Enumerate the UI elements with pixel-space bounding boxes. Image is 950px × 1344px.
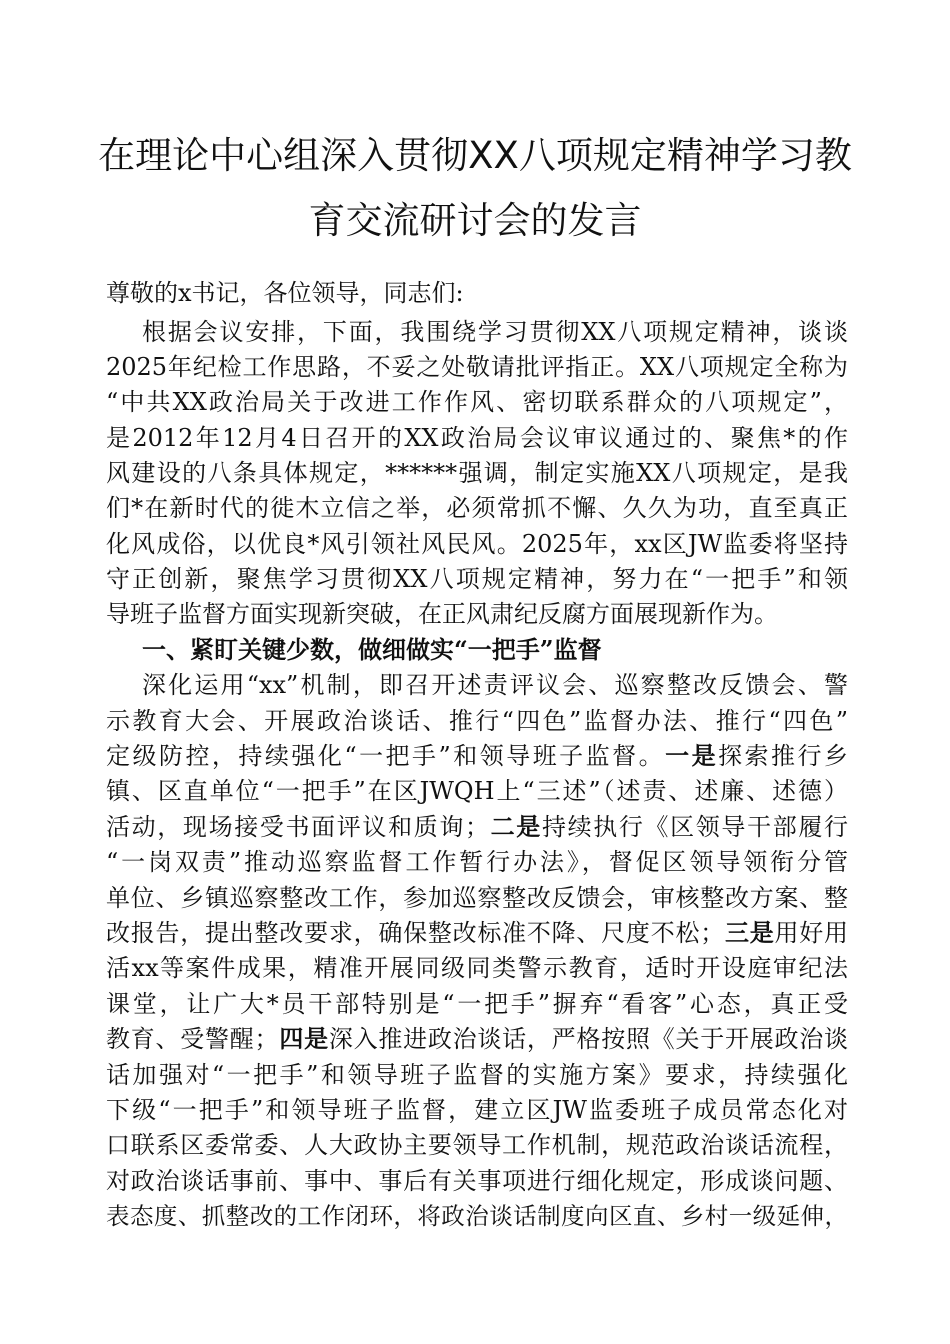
text-run: 探索推行乡 [718, 742, 848, 770]
paragraph-line: 风建设的八条具体规定，******强调，制定实施XX八项规定，是我 [106, 459, 848, 487]
document-title-line-2: 育交流研讨会的发言 [308, 199, 642, 242]
paragraph-line [106, 810, 848, 844]
paragraph-line: “一岗双责”推动巡察监督工作暂行办法》，督促区领导领衔分管 [106, 848, 848, 876]
text-run: 活动，现场接受书面评议和质询； [106, 813, 489, 841]
paragraph-line: 单位、乡镇巡察整改工作，参加巡察整改反馈会，审核整改方案、整 [106, 884, 848, 912]
paragraph-line: 2025年纪检工作思路，不妥之处敬请批评指正。XX八项规定全称为 [106, 353, 848, 381]
text-run: 深入推进政治谈话，严格按照《关于开展政治谈 [328, 1025, 848, 1053]
paragraph-line [106, 739, 848, 773]
paragraph-line: 对政治谈话事前、事中、事后有关事项进行细化规定，形成谈问题、 [106, 1167, 848, 1195]
paragraph-line: 活xx等案件成果，精准开展同级同类警示教育，适时开设庭审纪法 [106, 954, 848, 982]
text-run: 教育、受警醒； [106, 1025, 279, 1053]
paragraph-line: 话加强对“一把手”和领导班子监督的实施方案》要求，持续强化 [106, 1061, 848, 1089]
text-run: 定级防控，持续强化“一把手”和领导班子监督。 [106, 742, 666, 770]
paragraph-line: 守正创新，聚焦学习贯彻XX八项规定精神，努力在“一把手”和领 [106, 565, 848, 593]
paragraph-line: 镇、区直单位“一把手”在区JWQH上“三述”（述责、述廉、述德） [106, 777, 848, 805]
enumeration-marker: 二是 [489, 812, 542, 841]
paragraph-line: 深化运用“xx”机制，即召开述责评议会、巡察整改反馈会、警 [142, 671, 848, 699]
paragraph-line: 示教育大会、开展政治谈话、推行“四色”监督办法、推行“四色” [106, 707, 848, 735]
paragraph-line: 化风成俗，以优良*风引领社风民风。2025年，xx区JW监委将坚持 [106, 530, 848, 558]
paragraph-line: 根据会议安排，下面，我围绕学习贯彻XX八项规定精神，谈谈 [142, 318, 848, 346]
enumeration-marker: 一是 [665, 741, 719, 770]
text-run: 用好用 [774, 919, 848, 947]
paragraph-line: 口联系区委常委、人大政协主要领导工作机制，规范政治谈话流程， [106, 1131, 848, 1159]
paragraph-line: 是2012年12月4日召开的XX政治局会议审议通过的、聚焦*的作 [106, 424, 848, 452]
salutation: 尊敬的x书记，各位领导，同志们: [106, 279, 464, 307]
paragraph-line: 们*在新时代的徙木立信之举，必须常抓不懈、久久为功，直至真正 [106, 494, 848, 522]
paragraph-line: 下级“一把手”和领导班子监督，建立区JW监委班子成员常态化对 [106, 1096, 848, 1124]
enumeration-marker: 三是 [724, 918, 775, 947]
text-run: 改报告，提出整改要求，确保整改标准不降、尺度不松； [106, 919, 725, 947]
paragraph-line [106, 916, 848, 950]
paragraph-line: “中共XX政治局关于改进工作作风、密切联系群众的八项规定”， [106, 388, 848, 416]
section-heading: 一、紧盯关键少数，做细做实“一把手”监督 [142, 635, 602, 664]
paragraph-line: 课堂，让广大*员干部特别是“一把手”摒弃“看客”心态，真正受 [106, 990, 848, 1018]
paragraph-line [106, 1022, 848, 1056]
paragraph-line: 表态度、抓整改的工作闭环，将政治谈话制度向区直、乡村一级延伸， [106, 1202, 848, 1230]
text-run: 持续执行《区领导干部履行 [541, 813, 848, 841]
document-title-line-1: 在理论中心组深入贯彻XX八项规定精神学习教 [98, 134, 852, 177]
enumeration-marker: 四是 [278, 1024, 329, 1053]
paragraph-line: 导班子监督方面实现新突破，在正风肃纪反腐方面展现新作为。 [106, 600, 778, 628]
